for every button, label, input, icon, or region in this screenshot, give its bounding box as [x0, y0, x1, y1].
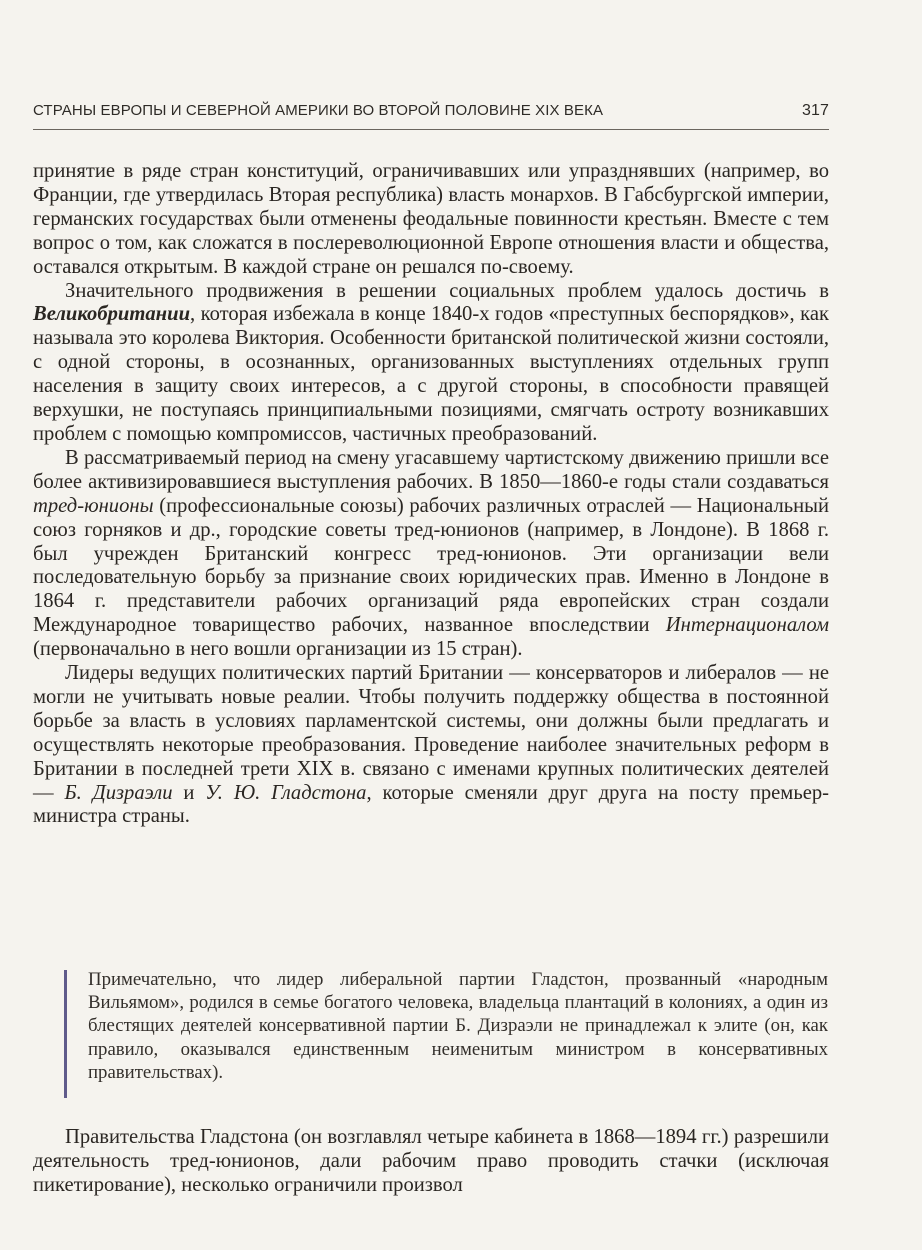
paragraph-3: [33, 447, 829, 662]
paragraph-4: [33, 662, 829, 829]
paragraph-4-text-a: Лидеры ведущих политических партий Британии — консерваторов и либералов — не могли не учитывать новые реалии. Чтобы получить поддержку общества в постоянной борьбе за власть в условиях парламентской системы, они должны были предлагать и осуществлять некоторые преобразования. Проведение наиболее значительных реформ в Британии в последней трети XIX в. связано с именами крупных политических деятелей —: [33, 662, 829, 804]
side-note: [64, 968, 828, 1084]
page-number: 317: [802, 102, 829, 119]
name-gladstone: У. Ю. Гладстона: [205, 781, 367, 804]
paragraph-2-text-c: , которая избежала в конце 1840-х годов «преступных беспорядков», как называла это королева Виктория. Особенности британской политической жизни состояли, с одной стороны, в осознанных, организованных выступлениях отдельных групп населения в защиту своих интересов, а с другой стороны, в способности правящей верхушки, не поступаясь принципиальными позициями, смягчать остроту возникавших проблем с помощью компромиссов, частичных преобразований.: [33, 303, 829, 445]
term-trade-unions: тред-юнионы: [33, 494, 154, 517]
main-text: [33, 160, 829, 829]
paragraph-1: принятие в ряде стран конституций, ограничивавших или упразднявших (например, во Франции, где утвердилась Вторая республика) власть монархов. В Габсбургской империи, германских государствах были отменены феодальные повинности крестьян. Вместе с тем вопрос о том, как сложатся в послереволюционной Европе отношения власти и общества, оставался открытым. В каждой стране он решался по-своему.: [33, 160, 829, 278]
paragraph-3-text-a: В рассматриваемый период на смену угасавшему чартистскому движению пришли все более активизировавшиеся выступления рабочих. В 1850—1860-е годы стали создаваться: [33, 446, 829, 493]
term-international: Интернационалом: [665, 614, 829, 637]
chapter-title: СТРАНЫ ЕВРОПЫ И СЕВЕРНОЙ АМЕРИКИ ВО ВТОРОЙ ПОЛОВИНЕ XIX ВЕКА: [33, 102, 604, 119]
paragraph-4-text-c: и: [172, 781, 206, 804]
header-rule: [33, 129, 829, 130]
main-text-continued: [33, 1125, 829, 1198]
paragraph-4-text-e: , которые сменяли друг друга на посту премьер-министра страны.: [33, 781, 830, 828]
paragraph-3-text-c: (профессиональные союзы) рабочих различных отраслей — Национальный союз горняков и др., городские советы тред-юнионов (например, в Лондоне). В 1868 г. был учрежден Британский конгресс тред-юнионов. Эти организации вели последовательную борьбу за признание своих юридических прав. Именно в Лондоне в 1864 г. представители рабочих организаций ряда европейских стран создали Международное товарищество рабочих, названное впоследствии: [33, 494, 829, 637]
paragraph-3-text-e: (первоначально в него вошли организации из 15 стран).: [33, 638, 523, 661]
paragraph-5: Правительства Гладстона (он возглавлял четыре кабинета в 1868—1894 гг.) разрешили деятельность тред-юнионов, дали рабочим право проводить стачки (исключая пикетирование), несколько ограничили произвол: [33, 1126, 829, 1197]
paragraph-2-text-a: Значительного продвижения в решении социальных проблем удалось достичь в: [65, 279, 829, 302]
paragraph-2: [33, 280, 829, 447]
term-great-britain: Великобритании: [33, 303, 191, 326]
name-disraeli: Б. Дизраэли: [64, 781, 173, 804]
running-head: [33, 100, 833, 122]
note-text: Примечательно, что лидер либеральной партии Гладстон, прозванный «народным Вильямом», родился в семье богатого человека, владельца плантаций в колониях, а один из блестящих деятелей консервативной партии Б. Дизраэли не принадлежал к элите (он, как правило, оказывался единственным неименитым министром в консервативных правительствах).: [88, 969, 828, 1083]
